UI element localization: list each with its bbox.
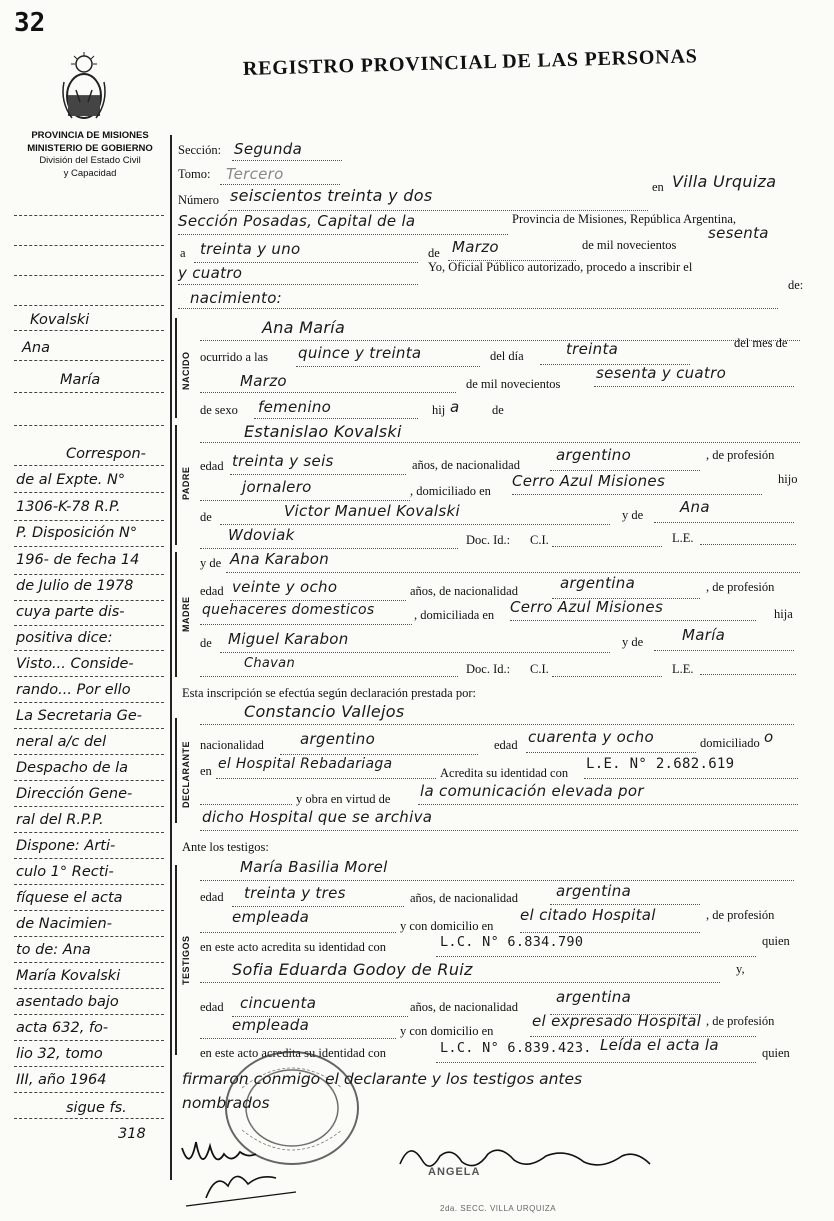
yo-oficial-label: Yo, Oficial Público autorizado, procedo a inscribir el [428,260,693,274]
ocurrido-label: ocurrido a las [200,350,269,364]
madre-y-de2-label: y de [622,635,644,649]
del-dia-label: del día [490,349,524,363]
padre-prof-value: jornalero [242,478,312,496]
issuer-division: División del Estado Civil [39,155,141,166]
dia-value: treinta [566,340,619,358]
margin-note: María [60,372,101,388]
margin-note: sigue fs. [66,1100,127,1116]
decl-virtud2-value: dicho Hospital que se archiva [202,808,433,826]
madre-prof-label: , de profesión [706,580,775,594]
t1-edad-label: edad [200,890,224,904]
hora-value: quince y treinta [298,344,422,362]
en-value: Villa Urquiza [672,172,777,191]
madre-hija-label: hija [774,607,793,621]
margin-note: to de: Ana [16,942,91,958]
nacido-bar [175,318,177,418]
t2-anos-label: años, de nacionalidad [410,1000,518,1014]
t2-edad-label: edad [200,1000,224,1014]
padre-prof-label: , de profesión [706,448,775,462]
seccion-label: Sección: [178,143,222,157]
padre-edad-label: edad [200,459,224,473]
anio-nac-value: sesenta y cuatro [596,364,727,382]
tomo-value: Tercero [226,165,284,183]
tomo-label: Tomo: [178,167,211,181]
t1-prof-label: , de profesión [706,908,775,922]
sexo-label: de sexo [200,403,238,417]
padre-nac-value: argentino [556,446,632,464]
madre-prof-value: quehaceres domesticos [202,602,375,618]
padre-nombre-value: Estanislao Kovalski [244,422,402,441]
padre-bar [175,425,177,545]
t2-acto-label: en este acto acredita su identidad con [200,1046,387,1060]
margin-note: de Nacimien- [16,916,112,932]
t2-nac-value: argentina [556,988,632,1006]
decl-edad-label: edad [494,738,518,752]
t2-y-label: y, [736,962,745,976]
margin-note: cuya parte dis- [16,604,125,620]
madre-de-label: de [200,636,212,650]
mil-novecientos-nac-label: de mil novecientos [466,377,561,391]
a-value: treinta y uno [200,240,301,258]
seccion-value: Segunda [234,140,303,158]
decl-doc-value: L.E. N° 2.682.619 [586,756,735,772]
t1-quien-label: quien [762,934,790,948]
margin-note: III, año 1964 [16,1072,107,1088]
seccion-line-value: Sección Posadas, Capital de la [178,212,416,230]
cierre2-value: nombrados [182,1094,270,1112]
margin-note: Ana [22,340,50,356]
t2-prof-label: , de profesión [706,1014,775,1028]
decl-virtud-label: y obra en virtud de [296,792,391,806]
madre-doc-label: Doc. Id.: [466,662,511,676]
anio-value: sesenta [708,224,769,242]
numero-label: Número [178,193,219,207]
declarante-bar [175,718,177,823]
t2-doc-value: L.C. N° 6.839.423. [440,1040,592,1056]
madre-edad-value: veinte y ocho [232,578,338,596]
decl-en-value: el Hospital Rebadariaga [218,756,393,772]
decl-dom-suffix: o [764,728,774,746]
margin-note: Correspon- [66,446,146,462]
a-label: a [180,246,186,260]
margin-note: rando... Por ello [16,682,131,698]
t1-prof-value: empleada [232,908,310,926]
numero-value: seiscientos treinta y dos [230,186,433,205]
madre-nac-value: argentina [560,574,636,592]
margin-note: 318 [118,1126,146,1142]
document-title: REGISTRO PROVINCIAL DE LAS PERSONAS [242,45,698,80]
decl-edad-value: cuarenta y ocho [528,728,654,746]
decl-dom-label: domiciliado [700,736,760,750]
hij-label: hij [432,403,446,417]
padre-padre-value: Victor Manuel Kovalski [284,502,460,520]
margin-note: culo 1° Recti- [16,864,114,880]
declarante-value: Constancio Vallejos [244,702,405,721]
acto-value: nacimiento: [190,289,283,307]
t1-anos-label: años, de nacionalidad [410,891,518,905]
ante-testigos-label: Ante los testigos: [182,840,269,854]
margin-note: P. Disposición N° [16,525,138,541]
testigos-label: TESTIGOS [181,935,191,985]
margin-note: lio 32, tomo [16,1046,103,1062]
padre-ci-label: C.I. [530,533,549,547]
madre-nombre-value: Ana Karabon [230,550,330,568]
issuer-province: PROVINCIA DE MISIONES [31,130,149,141]
madre-madre-value: María [682,626,726,644]
margin-note: positiva dice: [16,630,113,646]
coat-of-arms-icon [58,52,110,124]
margin-divider [170,135,172,1180]
issuer-capacity: y Capacidad [63,167,117,179]
mes-nac-value: Marzo [240,372,287,390]
sexo-value: femenino [258,398,332,416]
padre-anos-label: años, de nacionalidad [412,458,520,472]
testigo2-value: Sofia Eduarda Godoy de Ruiz [232,960,473,979]
padre-doc-label: Doc. Id.: [466,533,511,547]
margin-note: La Secretaria Ge- [16,708,142,724]
cierre1-value: firmaron conmigo el declarante y los testigos antes [182,1070,583,1088]
padre-label: PADRE [181,466,191,500]
margin-note: Dirección Gene- [16,786,133,802]
provincia-label: Provincia de Misiones, República Argentina, [512,212,737,226]
margin-note: neral a/c del [16,734,107,750]
margin-note: María Kovalski [16,968,121,984]
testigos-bar [175,865,177,1055]
margin-note: 1306-K-78 R.P. [16,499,121,515]
padre-madre-value: Ana [680,498,710,516]
margin-note: de Julio de 1978 [16,578,134,594]
inscripcion-label: Esta inscripción se efectúa según declaración prestada por: [182,686,476,700]
decl-nac-label: nacionalidad [200,738,264,752]
t2-dom-label: y con domicilio en [400,1024,494,1038]
madre-dom-label: , domiciliada en [414,608,495,622]
mes-value: Marzo [452,238,499,256]
t1-edad-value: treinta y tres [244,884,346,902]
mil-novecientos-label: de mil novecientos [582,238,677,252]
padre-de-label: de [200,510,212,524]
declarante-label: DECLARANTE [181,741,191,808]
margin-note: acta 632, fo- [16,1020,109,1036]
padre-madre2-value: Wdoviak [228,526,295,544]
padre-dom-label: , domiciliado en [410,484,491,498]
en-label: en [652,180,664,194]
stamp-name: ANGELA [428,1166,481,1178]
madre-ci-label: C.I. [530,662,549,676]
padre-hijo-label: hijo [778,472,798,486]
decl-acredita-label: Acredita su identidad con [440,766,569,780]
t2-edad-value: cincuenta [240,994,317,1012]
de-nac-label: de [492,403,504,417]
madre-padre-value: Miguel Karabon [228,630,349,648]
de-label: de [428,246,440,260]
madre-y-de-label: y de [200,556,222,570]
t2-quien-label: quien [762,1046,790,1060]
del-mes-label: del mes de [734,336,788,350]
signature-left-icon [176,1128,306,1208]
padre-dom-value: Cerro Azul Misiones [512,472,666,490]
t2-dom-value: el expresado Hospital [532,1012,702,1030]
t1-doc-value: L.C. N° 6.834.790 [440,934,584,950]
t1-acto-label: en este acto acredita su identidad con [200,940,387,954]
decl-en-label: en [200,764,212,778]
margin-note: 196- de fecha 14 [16,552,140,568]
madre-label: MADRE [181,596,191,632]
t2-prof-value: empleada [232,1016,310,1034]
issuer-block [10,130,170,180]
margin-note: de al Expte. N° [16,472,126,488]
margin-note: fíquese el acta [16,890,123,906]
decl-nac-value: argentino [300,730,376,748]
t1-nac-value: argentina [556,882,632,900]
margin-note: ral del R.P.P. [16,812,104,828]
hij-suffix: a [450,398,460,416]
page-number: 32 [14,8,46,38]
testigo1-value: María Basilia Morel [240,858,388,876]
issuer-ministry: MINISTERIO DE GOBIERNO [27,142,153,154]
t2-doc-suffix: Leída el acta la [600,1036,719,1054]
padre-y-de-label: y de [622,508,644,522]
madre-madre2-value: Chavan [244,656,295,671]
decl-virtud-value: la comunicación elevada por [420,782,644,800]
padre-edad-value: treinta y seis [232,452,334,470]
madre-le-label: L.E. [672,662,694,676]
margin-note: Kovalski [30,312,90,328]
margin-note: Dispone: Arti- [16,838,116,854]
nacido-label: NACIDO [181,351,191,390]
padre-le-label: L.E. [672,531,694,545]
madre-anos-label: años, de nacionalidad [410,584,518,598]
t1-dom-label: y con domicilio en [400,919,494,933]
madre-dom-value: Cerro Azul Misiones [510,598,664,616]
margin-note: Visto... Conside- [16,656,134,672]
de-colon-label: de: [788,278,804,292]
madre-bar [175,552,177,677]
t1-dom-value: el citado Hospital [520,906,656,924]
madre-edad-label: edad [200,584,224,598]
margin-note: asentado bajo [16,994,119,1010]
margin-note: Despacho de la [16,760,129,776]
stamp-line: 2da. SECC. VILLA URQUIZA [440,1204,557,1213]
anio2-value: y cuatro [178,264,243,282]
nombre-value: Ana María [262,318,346,337]
